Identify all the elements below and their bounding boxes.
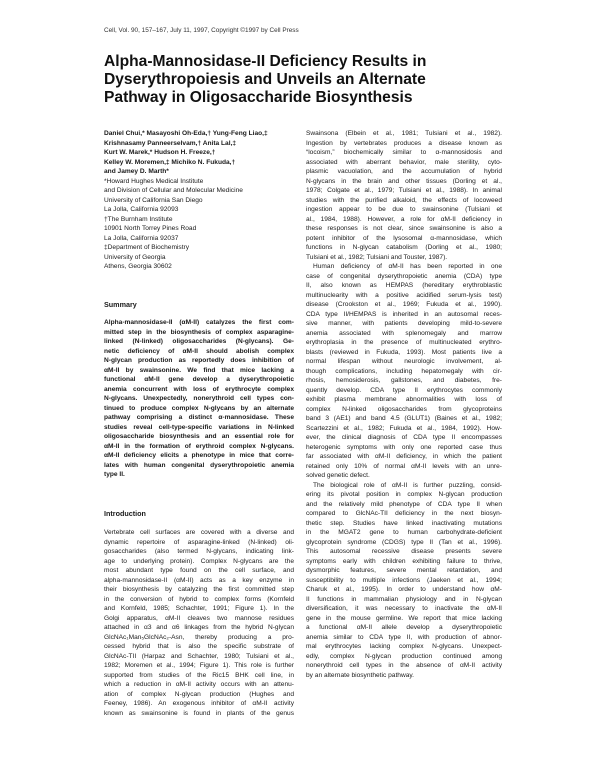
body-line: nonerythroid cell types in the absence of αM-II activity xyxy=(306,662,502,669)
body-line: case of congenital dyserythropoietic anemia (CDA) type xyxy=(306,272,502,280)
intro-line: and Kornfeld, 1985; Schachter, 1991; Figure 1). In the xyxy=(104,605,294,612)
body-line: functions in N-glycan catabolism (Dorling et al., 1980; xyxy=(306,244,502,251)
intro-line: Feeney, 1986). An exogenous inhibitor of αM-II activity xyxy=(104,700,294,707)
body-line: associated with aberrant behavior, male sterility, cyto- xyxy=(306,158,502,166)
title-line: Dyserythropoiesis and Unveils an Alternate xyxy=(104,71,426,88)
body-line: mal erythrocytes lacking complex N-glycans. Unexpect- xyxy=(306,643,502,650)
author-list xyxy=(104,129,294,177)
body-line: N-glycans in the brain and other tissues (Dorling et al., xyxy=(306,177,502,185)
summary-line: αM-II by swainsonine. We find that mice lacking a xyxy=(104,366,294,374)
paper-title xyxy=(104,53,504,107)
body-line: anemia associated with splenomegaly and marrow xyxy=(306,329,502,337)
summary-line: studies reveal cell-type-specific variations in N-linked xyxy=(104,423,294,431)
summary-heading: Summary xyxy=(104,299,137,309)
body-line: rhosis, hemosiderosis, gallstones, and diabetes, fre- xyxy=(306,377,502,384)
body-line: studies with the purified alkaloid, the effects of locoweed xyxy=(306,196,502,204)
body-line: II functions in mammalian physiology and in N-glycan xyxy=(306,595,502,603)
summary-line: netic deficiency of αM-II should abolish complex xyxy=(104,347,294,355)
summary-line: N-glycan production as reportedly does inhibition of xyxy=(104,357,294,364)
summary-line: anemia concurrent with loss of erythrocyte complex xyxy=(104,385,294,393)
body-line: blasts (reviewed in Fukuda, 1993). Most patients live a xyxy=(306,348,502,356)
title-line: Pathway in Oligosaccharide Biosynthesis xyxy=(104,89,413,106)
body-line: a functional αM-II allele develop a dyserythropoietic xyxy=(306,624,502,631)
body-line: normal lifespan without neurologic involvement, al- xyxy=(306,358,502,365)
affiliation-line: 10901 North Torrey Pines Road xyxy=(104,225,197,232)
affiliation-line: and Division of Cellular and Molecular Medicine xyxy=(104,187,243,194)
author-line: Krishnasamy Panneerselvam,† Anita Lal,‡ xyxy=(104,139,237,147)
body-line: plasmic vacuolation, and the accumulation of hybrid xyxy=(306,168,502,175)
body-line: diversification, it was necessary to inactivate the αM-II xyxy=(306,605,502,612)
body-line: anemia similar to CDA type II, with production of abnor- xyxy=(306,633,502,641)
summary-line: functional αM-II gene develop a dyserythropoietic xyxy=(104,376,294,383)
affiliation-line: La Jolla, California 92093 xyxy=(104,206,179,213)
introduction-heading: Introduction xyxy=(104,508,146,518)
affiliation-line: La Jolla, California 92037 xyxy=(104,234,179,242)
affiliation-line: †The Burnham Institute xyxy=(104,215,173,223)
summary-line: αM-II deficiency elicits a phenotype in mice that corre- xyxy=(104,452,294,459)
body-line: sive manner, with patients developing mild-to-severe xyxy=(306,320,502,327)
paragraph-swainsonine xyxy=(306,129,502,262)
body-line: exhibit plasma membrane abnormalities with loss of xyxy=(306,396,502,403)
summary-line: mitted step in the biosynthesis of complex asparagine- xyxy=(104,328,294,336)
body-line: CDA type II/HEMPAS is inherited in an autosomal reces- xyxy=(306,310,502,318)
body-line: dysmorphic features, severe mental retardation, and xyxy=(306,567,502,574)
body-line: Charuk et al., 1995). In order to understand how αM- xyxy=(306,586,502,593)
body-line: glycoprotein syndrome (CDGS) type II (Tan et al., 1996). xyxy=(306,538,502,546)
body-line: erythroplasia in the presence of multinucleated erythro- xyxy=(306,339,502,346)
intro-line: alpha-mannosidase-II (αM-II) acts as a key enzyme in xyxy=(104,576,294,584)
body-line: al., 1984, 1988). However, a role for αM-II deficiency in xyxy=(306,215,502,223)
body-line: Human deficiency of αM-II has been reported in one xyxy=(313,263,502,270)
body-line: symptoms early with children exhibiting failure to thrive, xyxy=(306,557,502,565)
body-line: ering its pivotal position in complex N-glycan production xyxy=(306,491,502,498)
body-line: complex N-linked oligosaccharides from glycoproteins xyxy=(306,405,502,413)
author-line: Kurt W. Marek,* Hudson H. Freeze,† xyxy=(104,149,216,156)
affiliation-line: *Howard Hughes Medical Institute xyxy=(104,177,204,185)
body-line: retained only 10% of normal αM-II levels with an unre- xyxy=(306,462,502,470)
body-line: compared to GlcNAc-TII deficiency in the next biosyn- xyxy=(306,510,502,517)
body-line: multinuclearity with a positive acidified serum-lysis test) xyxy=(306,291,502,299)
paragraph-biological-role xyxy=(306,481,502,681)
summary-line: linked (N-linked) oligosaccharides (N-glycans). Ge- xyxy=(104,338,294,345)
affiliation-line: University of Georgia xyxy=(104,253,166,261)
journal-citation-line: Cell, Vol. 90, 157–167, July 11, 1997, Copyright ©1997 by Cell Press xyxy=(104,27,299,34)
summary-line: oligosaccharide biosynthesis and an essential role for xyxy=(104,433,294,440)
body-line: Tulsiani et al., 1982; Tulsiani and Touster, 1987). xyxy=(306,253,448,261)
summary-line: pathway comprising a distinct α-mannosidase. These xyxy=(104,414,294,421)
body-line: and the relatively mild phenotype of CDA type II when xyxy=(306,500,502,508)
intro-line: Vertebrate cell surfaces are covered with a diverse and xyxy=(104,529,294,536)
body-line: heterogenic symptoms with only one reported case thus xyxy=(306,443,502,451)
intro-line: supported from studies of the Ric15 BHK cell line, in xyxy=(104,671,294,679)
introduction-text xyxy=(104,528,294,718)
summary-line: N-glycans. Unexpectedly, nonerythroid cell types con- xyxy=(104,395,294,402)
body-line: Ingestion by vertebrates produces a disease known as xyxy=(306,139,502,147)
body-line: ingestion appear to be due to swainsonine (Tulsiani et xyxy=(306,206,502,213)
summary-abstract xyxy=(104,318,294,480)
intro-line: most abundant type found on the cell surface, and xyxy=(104,567,294,574)
intro-line: dynamic repertoire of asparagine-linked (N-linked) oli- xyxy=(104,538,294,546)
body-line: quently develop. CDA type II erythrocytes commonly xyxy=(306,386,502,394)
body-line: ever, the clinical diagnosis of CDA type II encompasses xyxy=(306,434,502,441)
body-line: though complications, including hepatomegaly with cir- xyxy=(306,367,502,375)
author-line: Daniel Chui,* Masayoshi Oh-Eda,† Yung-Feng Liao,‡ xyxy=(104,130,268,137)
intro-line: which a reduction in αM-II activity occurs with an attenu- xyxy=(104,681,294,688)
left-column xyxy=(104,129,294,718)
title-line: Alpha-Mannosidase-II Deficiency Results in xyxy=(104,53,427,70)
body-line: thetic step. Studies have linked inactivating mutations xyxy=(306,519,502,527)
body-line: solved genetic defect. xyxy=(306,472,370,479)
intro-line: attached in α3 and α6 linkages from the hybrid N-glycan xyxy=(104,624,294,631)
body-line: Scartezzini et al., 1982; Fukuda et al., 1984, 1992). How- xyxy=(306,424,502,432)
summary-line: tinued to produce complex N-glycans by an alternate xyxy=(104,404,294,412)
paragraph-human-deficiency xyxy=(306,262,502,481)
body-line: Swainsona (Elbein et al., 1981; Tulsiani et al., 1982). xyxy=(306,130,502,137)
body-line: susceptibility to multiple infections (Jaeken et al., 1994; xyxy=(306,576,502,584)
body-line: by an alternate biosynthetic pathway. xyxy=(306,671,415,679)
intro-line: GlcNAc₁Man₅GlcNAc₂-Asn, thereby producing a pro- xyxy=(104,633,294,641)
intro-line: in the conversion of hybrid to complex forms (Kornfeld xyxy=(104,595,294,603)
affiliation-line: Athens, Georgia 30602 xyxy=(104,263,172,270)
summary-line: lates with human congenital dyserythropoietic anemia xyxy=(104,461,294,469)
body-line: “locoism,” biochemically similar to α-mannosidosis and xyxy=(306,149,502,156)
summary-line: Alpha-mannosidase-II (αM-II) catalyzes the first com- xyxy=(104,319,294,326)
author-line: and Jamey D. Marth* xyxy=(104,168,169,175)
author-line: Kelley W. Moremen,‡ Michiko N. Fukuda,† xyxy=(104,158,236,166)
intro-line: gosaccharides (also termed N-glycans, indicating link- xyxy=(104,548,294,555)
body-line: band 3 (AE1) and band 4.5 (GLUT1) (Baines et al., 1982; xyxy=(306,415,502,422)
body-line: gene in the mouse germline. We report that mice lacking xyxy=(306,614,502,622)
body-line: these responses is not clear, since swainsonine is also a xyxy=(306,225,502,232)
body-line: 1978; Colgate et al., 1979; Tulsiani et al., 1988). In animal xyxy=(306,187,502,194)
summary-line: type II. xyxy=(104,471,125,478)
body-line: The biological role of αM-II is further puzzling, consid- xyxy=(313,481,502,489)
intro-line: GlcNAc-TII (Harpaz and Schachter, 1980; Tulsiani et al., xyxy=(104,652,294,660)
intro-line: Golgi apparatus, αM-II cleaves two mannose residues xyxy=(104,614,294,622)
body-line: edly, complex N-glycan production continued among xyxy=(306,652,502,660)
body-line: disease (Crookston et al., 1969; Fukuda et al., 1990). xyxy=(306,301,502,308)
affiliation-line: University of California San Diego xyxy=(104,196,203,204)
right-column xyxy=(306,129,502,680)
summary-line: αM-II in the formation of erythroid complex N-glycans. xyxy=(104,442,294,450)
body-line: This autosomal recessive disease presents severe xyxy=(306,548,502,555)
intro-line: cessed hybrid that is also the specific substrate of xyxy=(104,643,294,650)
body-line: in the MGAT2 gene to human carbohydrate-deficient xyxy=(306,529,502,536)
affiliation-list xyxy=(104,177,294,272)
body-line: potent inhibitor of the lysosomal α-mannosidase, which xyxy=(306,234,502,242)
intro-line: age to underlying protein). Complex N-glycans are the xyxy=(104,557,294,565)
intro-line: 1982; Moremen et al., 1994; Figure 1). This role is further xyxy=(104,662,294,669)
body-line: far associated with αM-II deficiency, in which the patient xyxy=(306,453,502,460)
intro-line: known as swainsonine is found in plants of the genus xyxy=(104,709,294,717)
affiliation-line: ‡Department of Biochemistry xyxy=(104,244,190,251)
intro-line: ation of complex N-glycan production (Hughes and xyxy=(104,690,294,698)
body-line: II, also known as HEMPAS (hereditary erythroblastic xyxy=(306,282,502,289)
intro-line: their biosynthesis by catalyzing the first committed step xyxy=(104,586,294,593)
